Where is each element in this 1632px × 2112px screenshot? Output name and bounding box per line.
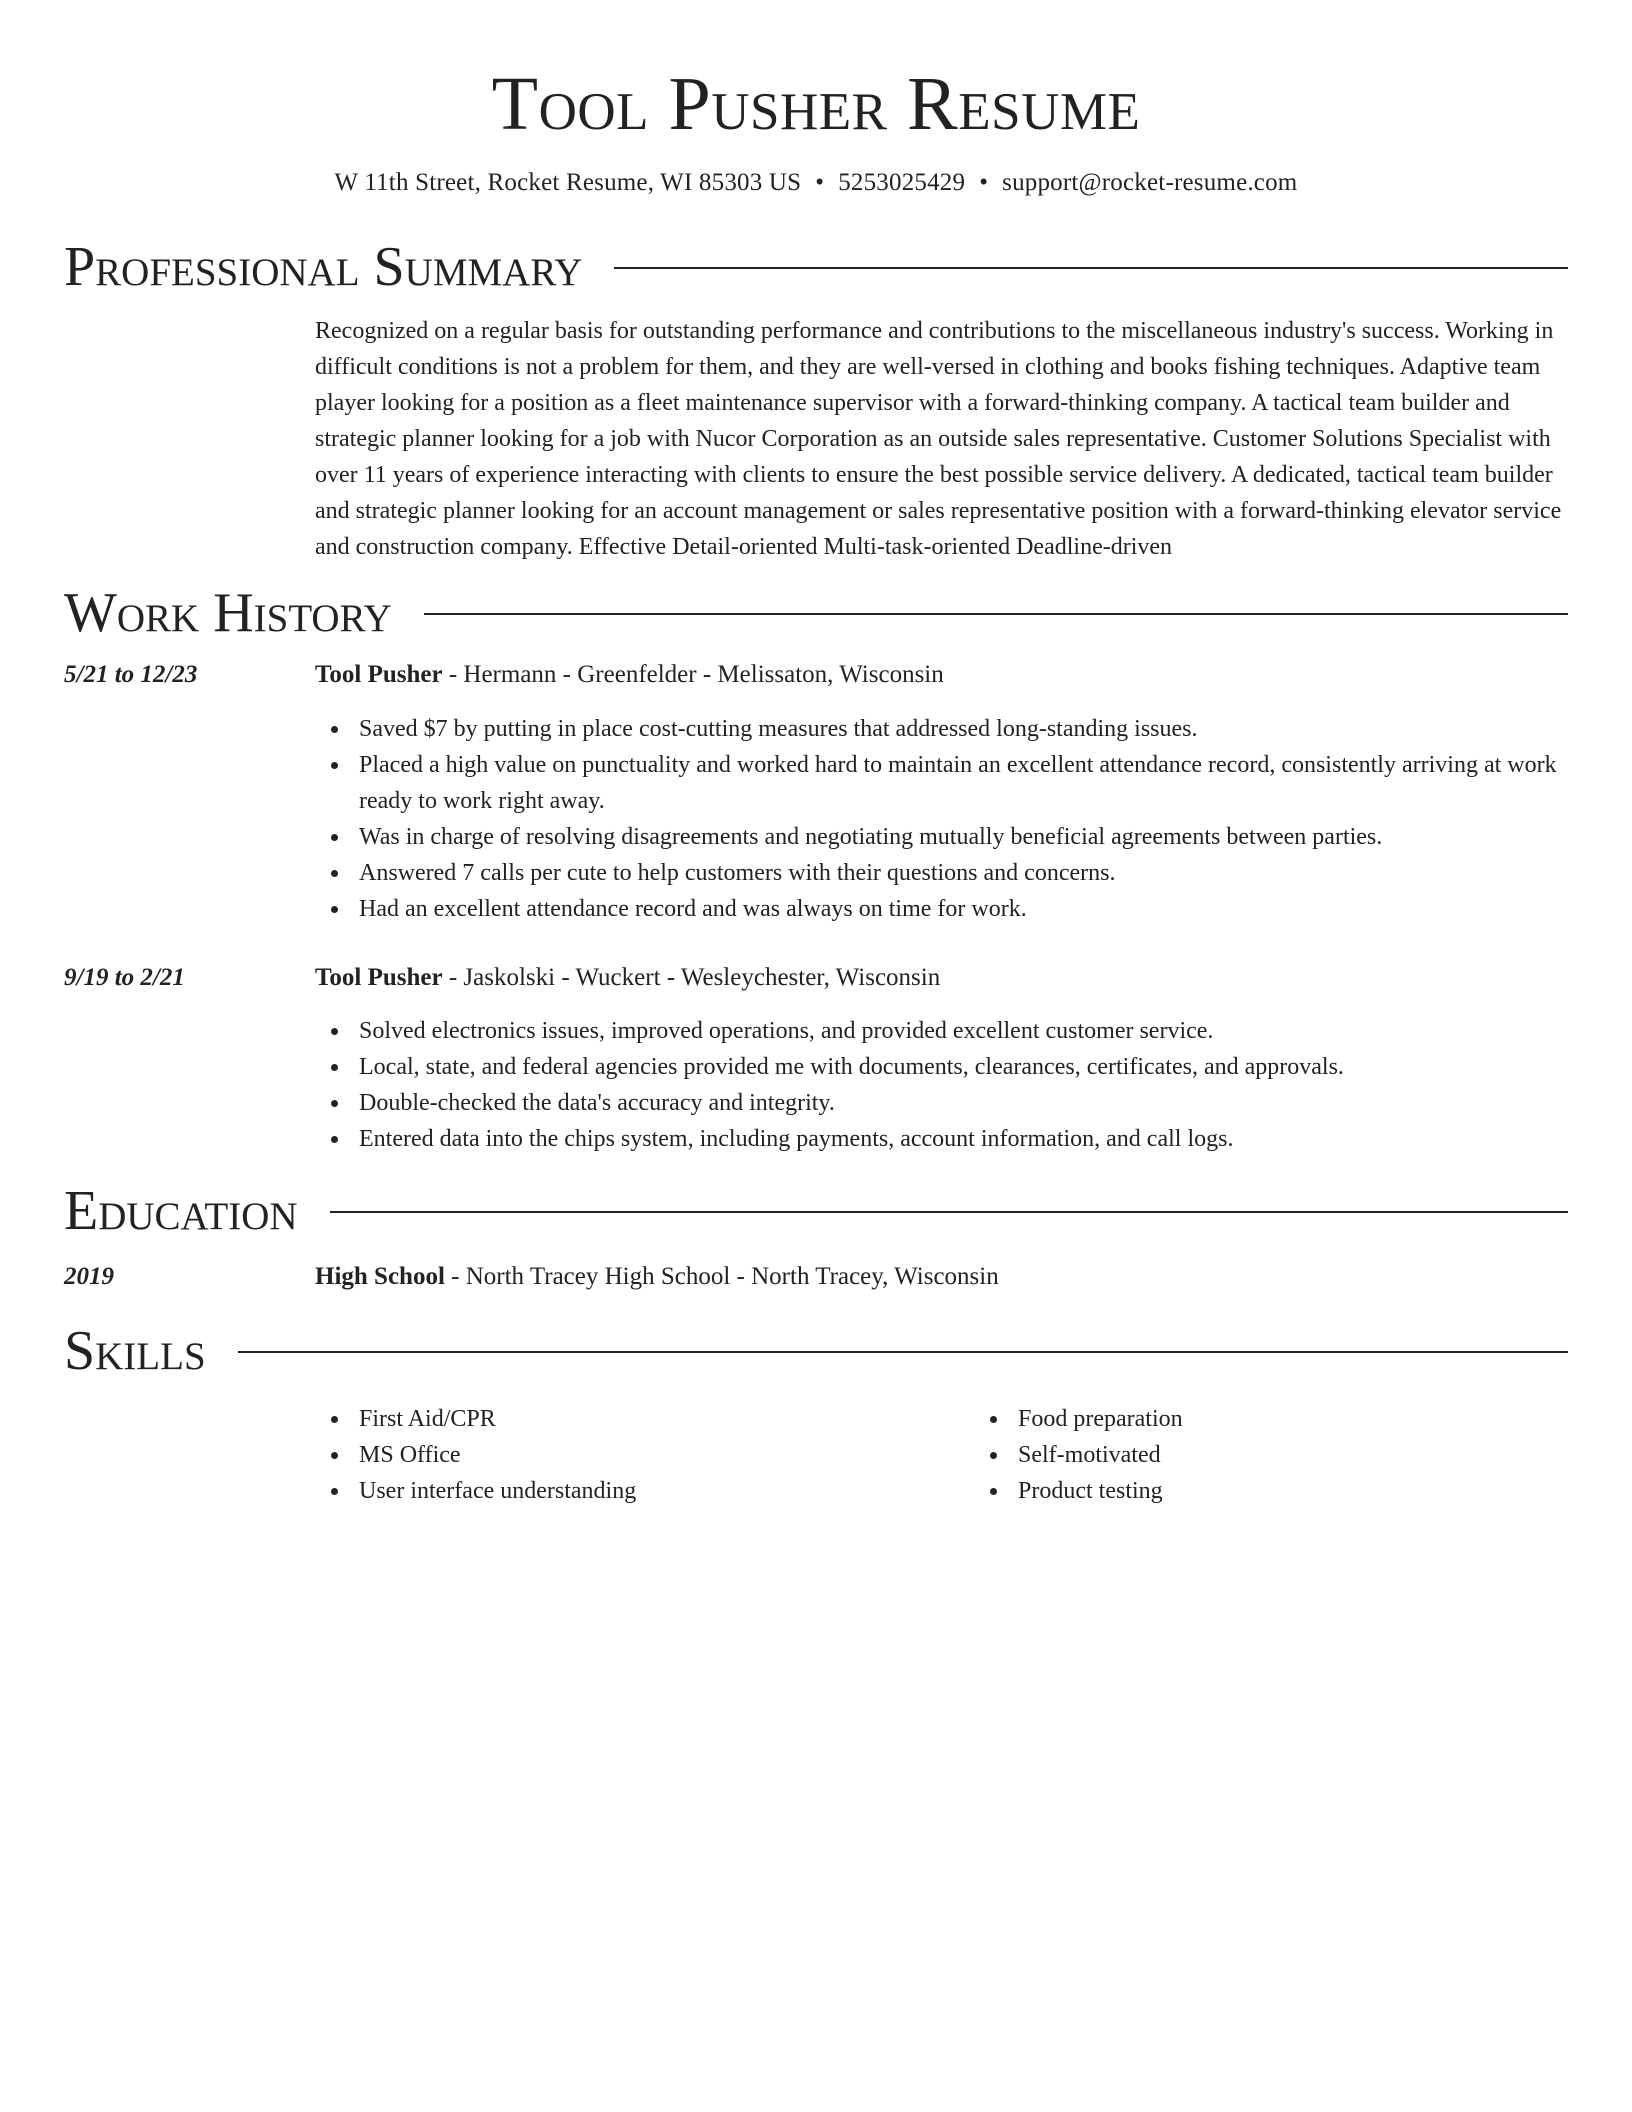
education-year: 2019 (64, 1263, 114, 1290)
skills-grid (315, 1401, 1632, 1509)
education-entry (64, 1259, 1568, 1295)
section-divider (330, 1211, 1568, 1213)
skill-item: MS Office (359, 1437, 974, 1473)
job-dates: 9/19 to 2/21 (64, 964, 185, 991)
skills-row (64, 1401, 1568, 1509)
section-divider (614, 267, 1568, 269)
skills-heading: Skills (64, 1320, 206, 1382)
job-bullet: Saved $7 by putting in place cost-cutting measures that addressed long-standing issues. (359, 711, 1568, 747)
job-bullet: Was in charge of resolving disagreements and negotiating mutually beneficial agreements between parties. (359, 819, 1568, 855)
contact-address: W 11th Street, Rocket Resume, WI 85303 US (334, 169, 802, 196)
summary-row (64, 313, 1568, 565)
summary-heading: Professional Summary (64, 236, 583, 298)
contact-phone: 5253025429 (838, 169, 966, 196)
job-bullet: Local, state, and federal agencies provided me with documents, clearances, certificates, and approvals. (359, 1049, 1568, 1085)
skills-list-right (974, 1401, 1632, 1509)
education-details: - North Tracey High School - North Tracey, Wisconsin (444, 1263, 999, 1290)
job-bullet: Entered data into the chips system, including payments, account information, and call logs. (359, 1121, 1568, 1157)
job-header (315, 657, 1568, 693)
section-divider (238, 1351, 1568, 1353)
contact-separator: • (815, 169, 825, 196)
job-title: Tool Pusher (315, 964, 443, 991)
job-bullet: Solved electronics issues, improved operations, and provided excellent customer service. (359, 1013, 1568, 1049)
work-heading: Work History (64, 582, 392, 644)
contact-line (64, 167, 1568, 199)
skill-item: Self-motivated (1018, 1437, 1632, 1473)
job-title: Tool Pusher (315, 661, 443, 688)
job-bullet-list (315, 1013, 1568, 1157)
job-bullet: Placed a high value on punctuality and worked hard to maintain an excellent attendance record, consistently arriving at work ready to work right away. (359, 747, 1568, 819)
job-dates: 5/21 to 12/23 (64, 661, 198, 688)
skill-item: Product testing (1018, 1473, 1632, 1509)
skills-spacer (64, 1401, 315, 1509)
section-divider (424, 613, 1568, 615)
education-heading: Education (64, 1180, 298, 1242)
education-section-header (64, 1177, 1568, 1245)
job-bullet-list (315, 711, 1568, 927)
education-degree: High School (315, 1263, 445, 1290)
skills-list-left (315, 1401, 974, 1509)
job-bullet: Answered 7 calls per cute to help customers with their questions and concerns. (359, 855, 1568, 891)
skill-item: First Aid/CPR (359, 1401, 974, 1437)
summary-section-header (64, 233, 1568, 301)
job-entry (64, 657, 1568, 927)
job-bullet: Had an excellent attendance record and was always on time for work. (359, 891, 1568, 927)
skill-item: Food preparation (1018, 1401, 1632, 1437)
job-bullet: Double-checked the data's accuracy and integrity. (359, 1085, 1568, 1121)
job-header (315, 960, 1568, 996)
education-line (315, 1259, 1568, 1295)
contact-email: support@rocket-resume.com (1002, 169, 1298, 196)
skills-section-header (64, 1317, 1568, 1385)
job-details: - Jaskolski - Wuckert - Wesleychester, Wisconsin (442, 964, 941, 991)
job-details: - Hermann - Greenfelder - Melissaton, Wisconsin (442, 661, 944, 688)
summary-text: Recognized on a regular basis for outstanding performance and contributions to the miscellaneous industry's success. Working in difficult conditions is not a problem for them, and they are well-versed in clothing and books fishing techniques. Adaptive team player looking for a position as a fleet maintenance supervisor with a forward-thinking company. A tactical team builder and strategic planner looking for a job with Nucor Corporation as an outside sales representative. Customer Solutions Specialist with over 11 years of experience interacting with clients to ensure the best possible service delivery. A dedicated, tactical team builder and strategic planner looking for an account management or sales representative position with a forward-thinking elevator service and construction company. Effective Detail-oriented Multi-task-oriented Deadline-driven (315, 318, 1562, 560)
skill-item: User interface understanding (359, 1473, 974, 1509)
job-entry (64, 960, 1568, 1157)
resume-page (64, 0, 1568, 1509)
work-section-header (64, 579, 1568, 647)
summary-spacer (64, 313, 315, 565)
contact-separator: • (979, 169, 989, 196)
resume-title: Tool Pusher Resume (491, 62, 1141, 146)
